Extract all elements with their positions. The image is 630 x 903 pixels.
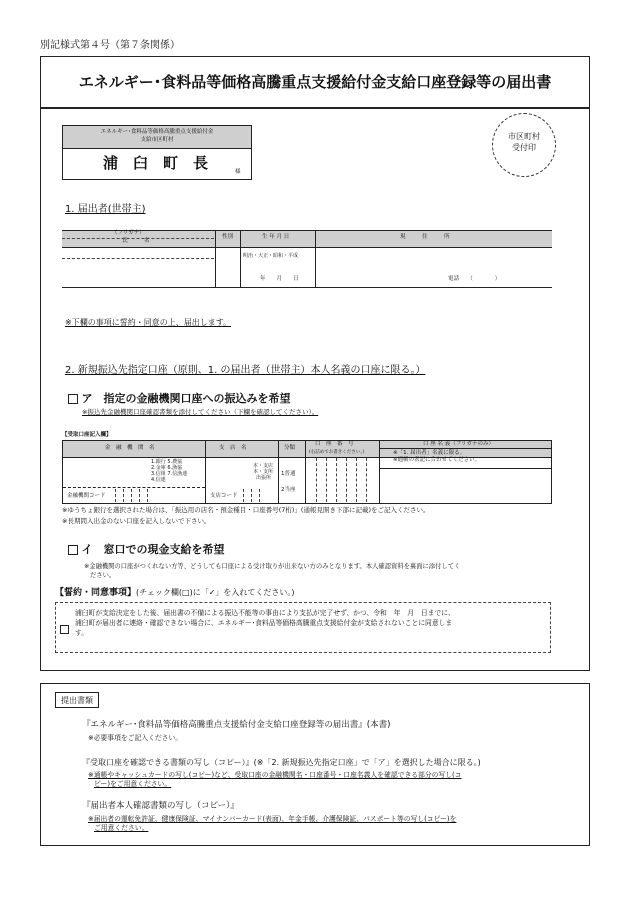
address-label: 現 住 所 xyxy=(400,234,450,240)
option-a-row xyxy=(68,392,291,405)
addressee-honorific: 様 xyxy=(235,169,241,175)
section2-heading: 2. 新規振込先指定口座（原則、1. の届出者（世帯主）本人名義の口座に限る。） xyxy=(65,365,426,376)
option-i-row xyxy=(68,543,225,556)
col-account-sub: (右詰めでお書きください。) xyxy=(309,450,365,455)
date-units: 年 月 日 xyxy=(260,276,299,282)
option-i-checkbox[interactable] xyxy=(68,545,78,555)
reception-stamp-circle xyxy=(492,113,556,177)
col-account: 口 座 番 号 xyxy=(315,441,354,447)
applicant-table xyxy=(62,230,552,288)
pledge-heading-note: (チェック欄(□)に「✓」を入れてください。) xyxy=(136,588,295,597)
holder-note1: ※「1. 届出者」名義に限る。 xyxy=(393,450,466,456)
doc2-note2: ピー)をご用意ください。 xyxy=(94,780,172,788)
branch-type-2: 本・支所 xyxy=(253,469,274,475)
branch-code-label: 支店コード xyxy=(210,493,238,499)
pledge-heading-row xyxy=(55,587,295,599)
bank-code-label: 金融機関コード xyxy=(67,493,106,499)
section1-heading: 1. 届出者(世帯主) xyxy=(65,204,146,215)
doc2: 『受取口座を確認できる書類の写し（コピー）』(※「2. 新規振込先指定口座」で「ア」を選択した場合に限る。) xyxy=(82,758,481,767)
title-rule xyxy=(40,107,590,109)
option-i-note2: ださい。 xyxy=(90,572,116,579)
documents-label: 提出書類 xyxy=(61,696,93,705)
phone-label: 電話 （ ） xyxy=(448,276,501,282)
branch-type-1: 本・支店 xyxy=(253,463,274,469)
bank-type-3: 3.信組 7.信漁連 xyxy=(151,471,188,477)
option-a-checkbox[interactable] xyxy=(68,394,78,404)
doc1-note: ※必要事項をご記入ください。 xyxy=(88,734,183,742)
stamp-line1: 市区町村 xyxy=(508,132,540,141)
pledge-box xyxy=(55,602,551,653)
account-table xyxy=(62,440,552,504)
dob-label: 生 年 月 日 xyxy=(262,234,290,240)
doc3: 『届出者本人確認書類の写し（コピー）』 xyxy=(82,801,239,811)
option-a-label: ア 指定の金融機関口座への振込みを希望 xyxy=(81,392,291,405)
form-reference: 別記様式第４号（第７条関係） xyxy=(40,40,180,51)
account-type-2: 2当座 xyxy=(281,487,296,493)
bank-type-1: 1.銀行 5.農協 xyxy=(151,459,183,465)
pledge-line1: 浦臼町が支給決定をした後、届出書の不備による振込不能等の事由により支払が完了せず、かつ、令和 年 月 日までに、 xyxy=(75,609,455,617)
pledge-line3: す。 xyxy=(75,629,89,637)
documents-label-box xyxy=(55,692,99,708)
consent-note: ※下欄の事項に誓約・同意の上、届出します。 xyxy=(65,318,232,327)
doc2-note1: ※通帳やキャッシュカードの写し(コピー)など、受取口座の金融機関名・口座番号・口座名義人を確認できる部分の写し(コ xyxy=(88,771,462,779)
form-title: エネルギー･食料品等価格高騰重点支援給付金支給口座登録等の届出書 xyxy=(78,73,552,91)
yucho-note: ※ゆうちょ銀行を選択された場合は、「振込用の店名・預金種目・口座番号(7桁)」(通帳見開き下部に記載)をご記入ください。 xyxy=(62,506,430,514)
bank-type-4: 4.信連 xyxy=(151,477,166,483)
addressee-org-line1: エネルギー･食料品等価格高騰重点支援給付金 xyxy=(100,129,214,135)
bank-type-2: 2.金庫 6.漁協 xyxy=(151,465,183,471)
account-type-1: 1普通 xyxy=(281,471,296,477)
col-branch: 支 店 名 xyxy=(219,445,247,451)
furigana-label: （フリガナ） xyxy=(112,230,145,236)
option-a-note: ※振込先金融機関口座確認書類を添付してください（下欄を確認してください）。 xyxy=(82,408,319,416)
doc3-note2: ご用意ください。 xyxy=(94,824,149,832)
sex-label: 性別 xyxy=(222,234,234,240)
pledge-checkbox[interactable] xyxy=(60,619,69,638)
doc3-note1: ※届出者の運転免許証、健康保険証、マイナンバーカード(表面)、年金手帳、介護保険証、パスポート等の写し(コピー)を xyxy=(88,815,457,823)
branch-type-3: 出張所 xyxy=(256,475,272,481)
addressee-org-line2: 支給市区町村 xyxy=(140,137,174,143)
col-bank: 金 融 機 関 名 xyxy=(105,445,155,451)
dormant-note: ※長期間入出金のない口座を記入しないで下さい。 xyxy=(62,517,211,525)
addressee-box xyxy=(62,125,252,180)
option-i-note1: ※金融機関の口座がつくれない方等、どうしても口座による受け取りが出来ない方のみとなります。本人確認資料を裏面に添付してく xyxy=(84,563,461,570)
name-label: 氏 名 xyxy=(122,238,150,244)
pledge-heading: 【誓約・同意事項】 xyxy=(55,588,137,598)
pledge-line2: 浦臼町が届出者に連絡・確認できない場合に、エネルギー･食料品等価格高騰重点支援給付金が支給されないことに同意しま xyxy=(75,619,453,627)
stamp-line2: 受付印 xyxy=(512,143,536,152)
option-i-label: イ 窓口での現金支給を希望 xyxy=(81,543,225,556)
account-table-caption: 【受取口座記入欄】 xyxy=(62,432,112,438)
col-type: 分類 xyxy=(284,445,296,451)
holder-note2: ※通帳の表記に合わせてください。 xyxy=(393,457,481,463)
addressee-name: 浦 臼 町 長 xyxy=(103,154,209,172)
col-holder: 口 座 名 義（フリガナのみ） xyxy=(423,441,494,447)
era-options: 明治・大正・昭和・平成 xyxy=(243,253,299,259)
doc1: 『エネルギー･食料品等価格高騰重点支援給付金支給口座登録等の届出書』(本書) xyxy=(82,720,391,730)
